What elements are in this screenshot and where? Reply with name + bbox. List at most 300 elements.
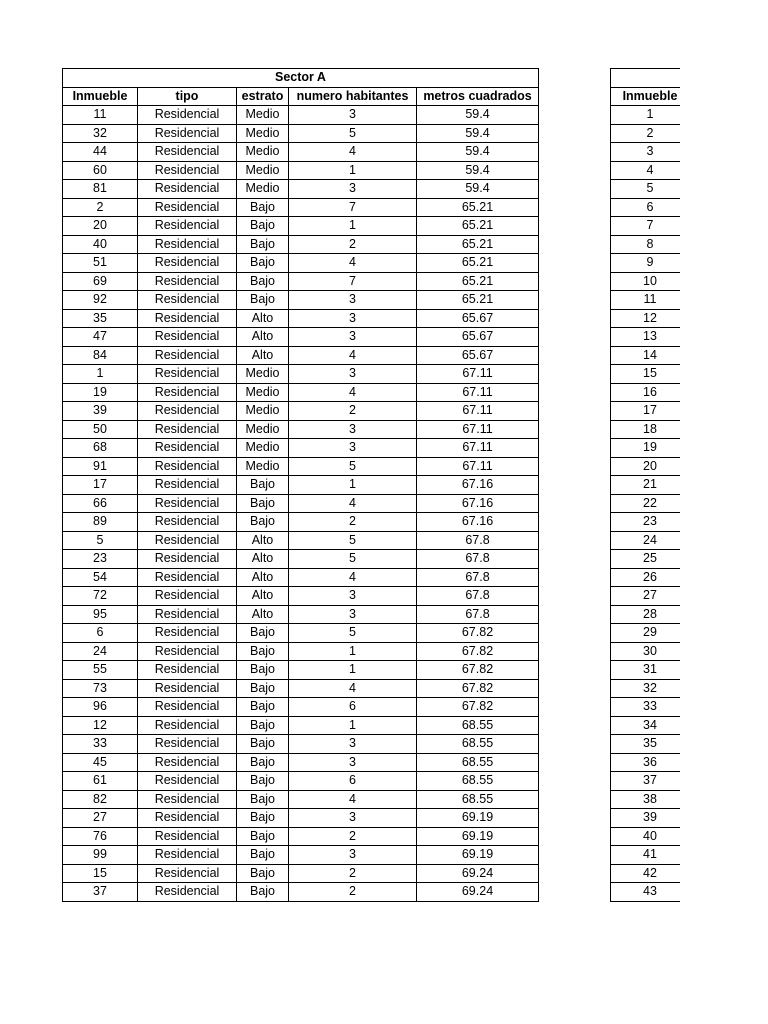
table-row — [611, 883, 690, 902]
cell-metros-cuadrados: 59.4 — [417, 106, 539, 125]
cell-inmueble: 10 — [611, 272, 690, 291]
sector-b-table — [610, 68, 690, 902]
cell-inmueble: 66 — [63, 494, 138, 513]
cell-tipo: Residencial — [138, 550, 237, 569]
table-row — [611, 624, 690, 643]
cell-metros-cuadrados: 67.16 — [417, 494, 539, 513]
cell-metros-cuadrados: 67.11 — [417, 383, 539, 402]
cell-inmueble: 5 — [611, 180, 690, 199]
cell-inmueble: 38 — [611, 790, 690, 809]
table-row — [611, 254, 690, 273]
cell-estrato: Bajo — [237, 198, 289, 217]
cell-metros-cuadrados: 69.24 — [417, 864, 539, 883]
cell-estrato: Bajo — [237, 846, 289, 865]
cell-numero-habitantes: 5 — [289, 531, 417, 550]
cell-numero-habitantes: 5 — [289, 124, 417, 143]
table-row — [63, 735, 539, 754]
cell-numero-habitantes: 3 — [289, 291, 417, 310]
cell-metros-cuadrados: 67.82 — [417, 642, 539, 661]
table-row — [611, 106, 690, 125]
cell-inmueble: 47 — [63, 328, 138, 347]
cell-tipo: Residencial — [138, 272, 237, 291]
cell-metros-cuadrados: 67.16 — [417, 513, 539, 532]
cell-tipo: Residencial — [138, 698, 237, 717]
cell-inmueble: 84 — [63, 346, 138, 365]
cell-inmueble: 92 — [63, 291, 138, 310]
cell-tipo: Residencial — [138, 605, 237, 624]
cell-metros-cuadrados: 59.4 — [417, 180, 539, 199]
cell-inmueble: 19 — [611, 439, 690, 458]
table-row — [63, 883, 539, 902]
cell-inmueble: 39 — [63, 402, 138, 421]
cell-tipo: Residencial — [138, 161, 237, 180]
table-row — [63, 383, 539, 402]
table-row — [611, 457, 690, 476]
cell-tipo: Residencial — [138, 587, 237, 606]
cell-inmueble: 20 — [63, 217, 138, 236]
cell-tipo: Residencial — [138, 198, 237, 217]
cell-tipo: Residencial — [138, 217, 237, 236]
table-row — [63, 605, 539, 624]
cell-metros-cuadrados: 69.19 — [417, 846, 539, 865]
cell-inmueble: 31 — [611, 661, 690, 680]
table-row — [611, 476, 690, 495]
cell-numero-habitantes: 1 — [289, 161, 417, 180]
cell-inmueble: 5 — [63, 531, 138, 550]
cell-inmueble: 9 — [611, 254, 690, 273]
cell-numero-habitantes: 1 — [289, 217, 417, 236]
cell-tipo: Residencial — [138, 513, 237, 532]
cell-inmueble: 8 — [611, 235, 690, 254]
cell-estrato: Bajo — [237, 735, 289, 754]
cell-numero-habitantes: 3 — [289, 605, 417, 624]
cell-estrato: Medio — [237, 124, 289, 143]
cell-tipo: Residencial — [138, 531, 237, 550]
cell-inmueble: 12 — [611, 309, 690, 328]
cell-estrato: Bajo — [237, 624, 289, 643]
cell-inmueble: 4 — [611, 161, 690, 180]
cell-inmueble: 6 — [63, 624, 138, 643]
cell-estrato: Bajo — [237, 809, 289, 828]
cell-metros-cuadrados: 69.24 — [417, 883, 539, 902]
cell-estrato: Alto — [237, 550, 289, 569]
cell-estrato: Medio — [237, 143, 289, 162]
cell-numero-habitantes: 7 — [289, 272, 417, 291]
table-row — [63, 494, 539, 513]
cell-metros-cuadrados: 67.11 — [417, 402, 539, 421]
cell-tipo: Residencial — [138, 143, 237, 162]
table-row — [63, 772, 539, 791]
table-row — [63, 476, 539, 495]
cell-tipo: Residencial — [138, 309, 237, 328]
sector-a-body — [63, 106, 539, 902]
cell-inmueble: 45 — [63, 753, 138, 772]
cell-tipo: Residencial — [138, 864, 237, 883]
cell-tipo: Residencial — [138, 883, 237, 902]
cell-estrato: Medio — [237, 161, 289, 180]
cell-inmueble: 37 — [63, 883, 138, 902]
table-row — [63, 161, 539, 180]
cell-inmueble: 24 — [63, 642, 138, 661]
table-row — [611, 827, 690, 846]
cell-estrato: Bajo — [237, 698, 289, 717]
cell-tipo: Residencial — [138, 661, 237, 680]
cell-inmueble: 33 — [611, 698, 690, 717]
table-row — [63, 106, 539, 125]
cell-numero-habitantes: 2 — [289, 513, 417, 532]
table-row — [63, 309, 539, 328]
cell-inmueble: 13 — [611, 328, 690, 347]
table-row — [63, 864, 539, 883]
cell-estrato: Medio — [237, 402, 289, 421]
table-row — [63, 790, 539, 809]
cell-inmueble: 25 — [611, 550, 690, 569]
cell-metros-cuadrados: 67.82 — [417, 698, 539, 717]
cell-tipo: Residencial — [138, 365, 237, 384]
cell-numero-habitantes: 4 — [289, 568, 417, 587]
cell-inmueble: 55 — [63, 661, 138, 680]
cell-metros-cuadrados: 65.21 — [417, 272, 539, 291]
cell-estrato: Bajo — [237, 272, 289, 291]
cell-estrato: Bajo — [237, 827, 289, 846]
table-row — [611, 531, 690, 550]
cell-inmueble: 99 — [63, 846, 138, 865]
cell-numero-habitantes: 3 — [289, 809, 417, 828]
table-row — [611, 420, 690, 439]
column-header-inmueble: Inmueble — [63, 87, 138, 106]
table-row — [611, 124, 690, 143]
table-row — [611, 291, 690, 310]
table-row — [63, 365, 539, 384]
cell-inmueble: 17 — [63, 476, 138, 495]
table-row — [611, 864, 690, 883]
table-row — [611, 513, 690, 532]
cell-inmueble: 11 — [63, 106, 138, 125]
cell-numero-habitantes: 3 — [289, 106, 417, 125]
table-row — [63, 698, 539, 717]
table-row — [611, 568, 690, 587]
cell-inmueble: 44 — [63, 143, 138, 162]
cell-inmueble: 23 — [611, 513, 690, 532]
table-row — [63, 235, 539, 254]
cell-numero-habitantes: 4 — [289, 494, 417, 513]
cell-tipo: Residencial — [138, 235, 237, 254]
column-header-inmueble-b: Inmueble — [611, 87, 690, 106]
cell-inmueble: 32 — [63, 124, 138, 143]
cell-metros-cuadrados: 65.21 — [417, 291, 539, 310]
cell-tipo: Residencial — [138, 106, 237, 125]
cell-numero-habitantes: 3 — [289, 587, 417, 606]
table-row — [63, 568, 539, 587]
cell-estrato: Alto — [237, 309, 289, 328]
cell-numero-habitantes: 1 — [289, 642, 417, 661]
cell-metros-cuadrados: 67.8 — [417, 605, 539, 624]
cell-estrato: Alto — [237, 587, 289, 606]
cell-inmueble: 40 — [611, 827, 690, 846]
table-row — [63, 346, 539, 365]
cell-numero-habitantes: 4 — [289, 143, 417, 162]
cell-estrato: Bajo — [237, 494, 289, 513]
cell-inmueble: 14 — [611, 346, 690, 365]
cell-numero-habitantes: 3 — [289, 328, 417, 347]
cell-tipo: Residencial — [138, 328, 237, 347]
cell-inmueble: 69 — [63, 272, 138, 291]
cell-estrato: Bajo — [237, 254, 289, 273]
table-row — [611, 661, 690, 680]
cell-metros-cuadrados: 68.55 — [417, 772, 539, 791]
cell-metros-cuadrados: 65.21 — [417, 235, 539, 254]
cell-inmueble: 15 — [611, 365, 690, 384]
cell-numero-habitantes: 7 — [289, 198, 417, 217]
cell-tipo: Residencial — [138, 568, 237, 587]
cell-estrato: Bajo — [237, 291, 289, 310]
cell-estrato: Alto — [237, 328, 289, 347]
cell-metros-cuadrados: 67.8 — [417, 550, 539, 569]
table-row — [63, 642, 539, 661]
table-row — [63, 291, 539, 310]
cell-estrato: Bajo — [237, 772, 289, 791]
cell-estrato: Medio — [237, 365, 289, 384]
cell-tipo: Residencial — [138, 753, 237, 772]
cell-tipo: Residencial — [138, 716, 237, 735]
cell-tipo: Residencial — [138, 735, 237, 754]
table-row — [63, 180, 539, 199]
cell-inmueble: 2 — [611, 124, 690, 143]
cell-inmueble: 1 — [611, 106, 690, 125]
cell-inmueble: 51 — [63, 254, 138, 273]
sector-a-table — [62, 68, 539, 902]
cell-numero-habitantes: 5 — [289, 624, 417, 643]
cell-estrato: Alto — [237, 531, 289, 550]
column-header-metros-cuadrados: metros cuadrados — [417, 87, 539, 106]
cell-numero-habitantes: 4 — [289, 346, 417, 365]
cell-inmueble: 72 — [63, 587, 138, 606]
cell-metros-cuadrados: 65.21 — [417, 198, 539, 217]
cell-tipo: Residencial — [138, 494, 237, 513]
column-header-numero-habitantes: numero habitantes — [289, 87, 417, 106]
cell-estrato: Bajo — [237, 716, 289, 735]
table-row — [63, 198, 539, 217]
cell-inmueble: 2 — [63, 198, 138, 217]
table-row — [611, 198, 690, 217]
cell-estrato: Medio — [237, 439, 289, 458]
table-row — [611, 642, 690, 661]
cell-metros-cuadrados: 67.82 — [417, 661, 539, 680]
cell-tipo: Residencial — [138, 124, 237, 143]
cell-metros-cuadrados: 67.11 — [417, 365, 539, 384]
table-row — [611, 494, 690, 513]
cell-numero-habitantes: 3 — [289, 735, 417, 754]
cell-metros-cuadrados: 65.21 — [417, 217, 539, 236]
table-row — [63, 550, 539, 569]
cell-inmueble: 27 — [611, 587, 690, 606]
column-header-tipo: tipo — [138, 87, 237, 106]
cell-tipo: Residencial — [138, 827, 237, 846]
cell-inmueble: 23 — [63, 550, 138, 569]
table-row — [63, 624, 539, 643]
cell-numero-habitantes: 3 — [289, 420, 417, 439]
table-row — [611, 180, 690, 199]
cell-numero-habitantes: 2 — [289, 883, 417, 902]
table-row — [63, 587, 539, 606]
cell-estrato: Bajo — [237, 217, 289, 236]
cell-inmueble: 1 — [63, 365, 138, 384]
page-edge — [680, 60, 768, 960]
table-row — [611, 143, 690, 162]
table-row — [611, 790, 690, 809]
cell-metros-cuadrados: 67.82 — [417, 679, 539, 698]
cell-inmueble: 21 — [611, 476, 690, 495]
cell-numero-habitantes: 6 — [289, 772, 417, 791]
table-row — [611, 346, 690, 365]
cell-numero-habitantes: 5 — [289, 550, 417, 569]
table-row — [63, 457, 539, 476]
cell-tipo: Residencial — [138, 809, 237, 828]
cell-metros-cuadrados: 67.8 — [417, 568, 539, 587]
cell-inmueble: 26 — [611, 568, 690, 587]
table-row — [611, 161, 690, 180]
cell-metros-cuadrados: 67.82 — [417, 624, 539, 643]
cell-tipo: Residencial — [138, 439, 237, 458]
cell-estrato: Medio — [237, 106, 289, 125]
cell-metros-cuadrados: 59.4 — [417, 161, 539, 180]
cell-estrato: Medio — [237, 180, 289, 199]
cell-metros-cuadrados: 67.8 — [417, 531, 539, 550]
cell-metros-cuadrados: 59.4 — [417, 124, 539, 143]
cell-estrato: Bajo — [237, 883, 289, 902]
cell-inmueble: 7 — [611, 217, 690, 236]
cell-estrato: Medio — [237, 383, 289, 402]
cell-inmueble: 35 — [63, 309, 138, 328]
table-row — [63, 827, 539, 846]
cell-estrato: Bajo — [237, 679, 289, 698]
cell-inmueble: 73 — [63, 679, 138, 698]
table-row — [611, 439, 690, 458]
cell-inmueble: 91 — [63, 457, 138, 476]
cell-numero-habitantes: 6 — [289, 698, 417, 717]
cell-estrato: Alto — [237, 605, 289, 624]
cell-metros-cuadrados: 59.4 — [417, 143, 539, 162]
cell-inmueble: 42 — [611, 864, 690, 883]
cell-inmueble: 24 — [611, 531, 690, 550]
cell-inmueble: 3 — [611, 143, 690, 162]
cell-numero-habitantes: 4 — [289, 254, 417, 273]
cell-inmueble: 39 — [611, 809, 690, 828]
cell-inmueble: 95 — [63, 605, 138, 624]
cell-numero-habitantes: 3 — [289, 180, 417, 199]
table-row — [63, 217, 539, 236]
cell-tipo: Residencial — [138, 642, 237, 661]
cell-metros-cuadrados: 69.19 — [417, 827, 539, 846]
cell-inmueble: 17 — [611, 402, 690, 421]
sector-b-title — [611, 69, 690, 88]
cell-metros-cuadrados: 65.21 — [417, 254, 539, 273]
table-row — [611, 679, 690, 698]
table-row — [63, 753, 539, 772]
table-row — [611, 402, 690, 421]
cell-tipo: Residencial — [138, 772, 237, 791]
cell-inmueble: 37 — [611, 772, 690, 791]
cell-inmueble: 29 — [611, 624, 690, 643]
cell-metros-cuadrados: 65.67 — [417, 309, 539, 328]
table-row — [611, 235, 690, 254]
cell-inmueble: 19 — [63, 383, 138, 402]
cell-numero-habitantes: 1 — [289, 716, 417, 735]
table-row — [63, 254, 539, 273]
table-row — [63, 272, 539, 291]
cell-numero-habitantes: 3 — [289, 365, 417, 384]
cell-inmueble: 20 — [611, 457, 690, 476]
table-row — [611, 809, 690, 828]
table-row — [611, 605, 690, 624]
cell-inmueble: 34 — [611, 716, 690, 735]
cell-numero-habitantes: 2 — [289, 864, 417, 883]
cell-inmueble: 50 — [63, 420, 138, 439]
cell-tipo: Residencial — [138, 180, 237, 199]
cell-metros-cuadrados: 67.8 — [417, 587, 539, 606]
cell-estrato: Bajo — [237, 790, 289, 809]
cell-inmueble: 43 — [611, 883, 690, 902]
cell-numero-habitantes: 3 — [289, 309, 417, 328]
cell-metros-cuadrados: 67.16 — [417, 476, 539, 495]
sector-a-title: Sector A — [63, 69, 539, 88]
cell-numero-habitantes: 1 — [289, 476, 417, 495]
table-row — [611, 772, 690, 791]
cell-inmueble: 11 — [611, 291, 690, 310]
table-row — [63, 531, 539, 550]
table-row — [611, 716, 690, 735]
cell-estrato: Bajo — [237, 753, 289, 772]
table-row — [63, 513, 539, 532]
cell-tipo: Residencial — [138, 476, 237, 495]
cell-inmueble: 89 — [63, 513, 138, 532]
table-row — [63, 716, 539, 735]
cell-tipo: Residencial — [138, 402, 237, 421]
table-row — [63, 328, 539, 347]
cell-metros-cuadrados: 67.11 — [417, 457, 539, 476]
cell-numero-habitantes: 5 — [289, 457, 417, 476]
cell-estrato: Alto — [237, 346, 289, 365]
cell-numero-habitantes: 4 — [289, 383, 417, 402]
cell-inmueble: 6 — [611, 198, 690, 217]
table-row — [63, 124, 539, 143]
cell-estrato: Alto — [237, 568, 289, 587]
table-row — [611, 309, 690, 328]
cell-metros-cuadrados: 67.11 — [417, 420, 539, 439]
cell-numero-habitantes: 3 — [289, 753, 417, 772]
table-row — [63, 439, 539, 458]
table-row — [63, 846, 539, 865]
cell-inmueble: 54 — [63, 568, 138, 587]
table-row — [611, 550, 690, 569]
cell-inmueble: 28 — [611, 605, 690, 624]
cell-numero-habitantes: 4 — [289, 679, 417, 698]
table-row — [611, 846, 690, 865]
cell-tipo: Residencial — [138, 679, 237, 698]
table-row — [611, 328, 690, 347]
cell-inmueble: 60 — [63, 161, 138, 180]
cell-inmueble: 68 — [63, 439, 138, 458]
table-row — [63, 679, 539, 698]
cell-inmueble: 82 — [63, 790, 138, 809]
cell-tipo: Residencial — [138, 291, 237, 310]
table-row — [611, 272, 690, 291]
table-row — [63, 402, 539, 421]
cell-tipo: Residencial — [138, 624, 237, 643]
cell-metros-cuadrados: 68.55 — [417, 753, 539, 772]
cell-metros-cuadrados: 65.67 — [417, 328, 539, 347]
cell-inmueble: 12 — [63, 716, 138, 735]
